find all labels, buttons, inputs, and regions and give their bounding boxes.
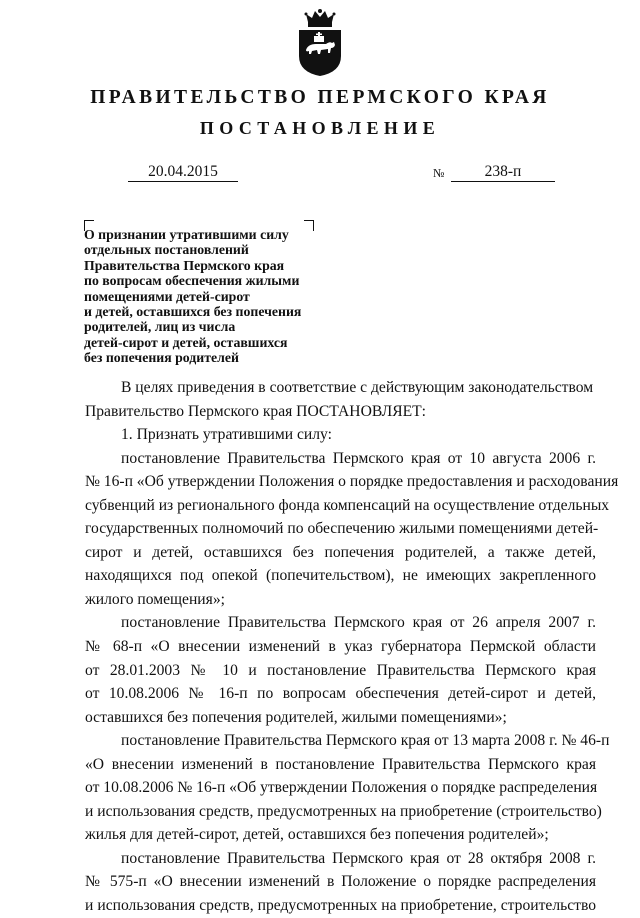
subject-line: Правительства Пермского края <box>84 257 285 273</box>
subject-line: родителей, лиц из числа <box>84 319 236 335</box>
body-line: 1. Признать утратившими силу: <box>121 426 332 444</box>
body-line: жилого помещения»; <box>85 590 225 608</box>
body-line: жилья для детей-сирот, детей, оставшихся без попечения родителей»; <box>85 826 549 844</box>
document-number: 238-п <box>451 163 555 182</box>
subject-line: по вопросам обеспечения жилыми <box>84 273 300 289</box>
body-line: оставшихся без попечения родителей, жилыми помещениями»; <box>85 708 507 726</box>
document-body <box>85 376 619 918</box>
body-line: № 575-п «О внесении изменений в Положение о порядке распределения <box>85 873 596 891</box>
body-line: постановление Правительства Пермского края от 26 апреля 2007 г. <box>121 614 596 632</box>
document-date: 20.04.2015 <box>128 163 238 182</box>
subject-line: детей-сирот и детей, оставшихся <box>84 334 288 350</box>
body-line: В целях приведения в соответствие с действующим законодательством <box>121 379 594 396</box>
body-line: сирот и детей, оставшихся без попечения родителей, а также детей, <box>85 543 596 561</box>
number-label: № <box>433 166 445 180</box>
body-line: и использования средств, предусмотренных на приобретение (строительство) <box>85 802 602 820</box>
subject-heading <box>84 227 344 366</box>
body-line: «О внесении изменений в постановление Правительства Пермского края <box>85 755 596 773</box>
body-line: № 16-п «Об утверждении Положения о порядке предоставления и расходования <box>85 473 619 491</box>
body-line: № 68-п «О внесении изменений в указ губернатора Пермской области <box>85 638 596 656</box>
subject-line: помещениями детей-сирот <box>84 288 250 304</box>
body-line: и использования средств, предусмотренных на приобретение, строительство <box>85 897 596 915</box>
body-line: от 28.01.2003 № 10 и постановление Правительства Пермского края <box>85 661 596 679</box>
document-type: ПОСТАНОВЛЕНИЕ <box>199 118 441 138</box>
coat-of-arms-icon <box>294 8 346 78</box>
body-line: Правительство Пермского края ПОСТАНОВЛЯЕТ: <box>85 402 426 420</box>
body-line: находящихся под опекой (попечительством), не имеющих закрепленного <box>85 567 596 585</box>
subject-line: О признании утратившими силу <box>84 227 289 242</box>
body-line: субвенций из регионального фонда компенсаций на осуществление отдельных <box>85 496 610 514</box>
body-line: государственных полномочий по обеспечению жилыми помещениями детей- <box>85 520 599 538</box>
subject-line: без попечения родителей <box>84 350 239 366</box>
body-line: постановление Правительства Пермского края от 13 марта 2008 г. № 46-п <box>121 732 610 750</box>
body-line: постановление Правительства Пермского края от 10 августа 2006 г. <box>121 449 596 467</box>
subject-line: отдельных постановлений <box>84 242 249 258</box>
body-line: от 10.08.2006 № 16-п по вопросам обеспечения детей-сирот и детей, <box>85 685 596 703</box>
organization-title: ПРАВИТЕЛЬСТВО ПЕРМСКОГО КРАЯ <box>90 87 550 108</box>
body-line: постановление Правительства Пермского края от 28 октября 2008 г. <box>121 849 596 867</box>
body-line: от 10.08.2006 № 16-п «Об утверждении Положения о порядке распределения <box>85 779 598 797</box>
subject-line: и детей, оставшихся без попечения <box>84 304 302 320</box>
